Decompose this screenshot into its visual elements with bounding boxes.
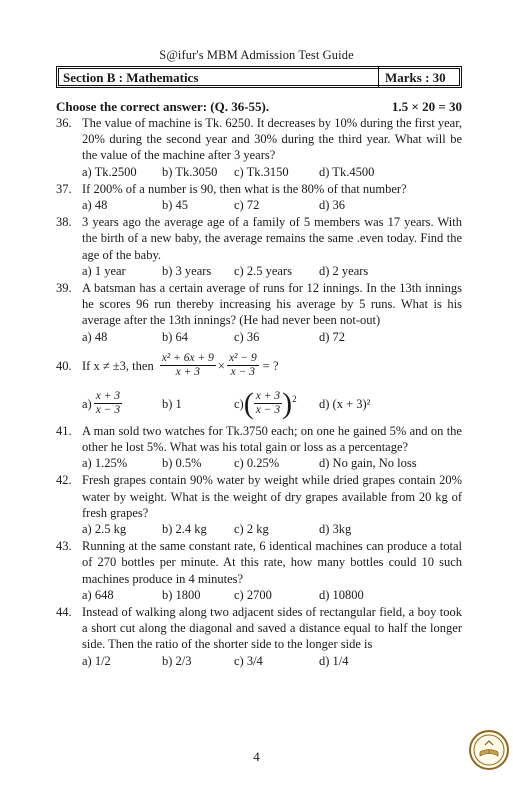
question-42 (56, 472, 462, 537)
left-paren: ( (243, 386, 254, 420)
option-a: a) Tk.2500 (82, 164, 137, 179)
question-41 (56, 423, 462, 472)
option-d: d) 3kg (319, 522, 352, 537)
right-paren: ) (282, 386, 293, 420)
question-text: Instead of walking along two adjacent sides of rectangular field, a boy took a short cut along the diagonal and saved a distance equal to half the longer side. Then the ratio of the shorter side to the longer side is (82, 605, 462, 652)
option-d: d) No gain, No loss (319, 456, 417, 471)
question-text: The value of machine is Tk. 6250. It decreases by 10% during the first year, 20% during the second year and 30% during the third year. What will be the value of the machine after 3 years? (82, 116, 462, 163)
question-number: 36. (56, 116, 72, 130)
question-text: If 200% of a number is 90, then what is the 80% of that number? (82, 181, 407, 196)
fraction-1 (160, 352, 216, 379)
question-43 (56, 538, 462, 603)
options-row (82, 386, 462, 422)
option-c: c) 36 (234, 329, 260, 344)
option-d: d) 1/4 (319, 653, 349, 668)
question-number: 38. (56, 215, 72, 230)
page-number: 4 (253, 749, 260, 764)
option-c: c) 2 kg (234, 522, 269, 537)
option-c: c) 3/4 (234, 653, 263, 668)
section-marks: Marks : 30 (378, 67, 461, 87)
option-c: c) 2700 (234, 587, 272, 602)
option-label: c) (234, 396, 244, 411)
question-37 (56, 181, 462, 213)
running-header: S@ifur's MBM Admission Test Guide (159, 48, 354, 62)
math-expression (82, 346, 462, 386)
option-c (234, 386, 319, 420)
option-d: d) 72 (319, 329, 346, 344)
option-c: c) 2.5 years (234, 263, 292, 278)
options-row (82, 455, 462, 471)
fraction-numerator: x + 3 (255, 390, 281, 403)
options-row (82, 197, 462, 213)
option-a-fraction (94, 390, 122, 417)
options-row (82, 329, 462, 345)
option-b: b) Tk.3050 (162, 164, 218, 179)
option-a: a) 1 year (82, 263, 126, 278)
fraction-denominator: x − 3 (95, 404, 121, 417)
question-36 (56, 115, 462, 180)
scoring-text: 1.5 × 20 = 30 (391, 99, 462, 114)
option-b: b) 0.5% (162, 456, 202, 471)
option-label: a) (82, 396, 92, 411)
instruction-text: Choose the correct answer: (Q. 36-55). (56, 99, 270, 114)
fraction-numerator: x² + 6x + 9 (161, 352, 214, 365)
section-title: Section B : Mathematics (63, 70, 199, 85)
question-number: 40. (56, 358, 72, 373)
options-row (82, 587, 462, 603)
question-list (56, 115, 462, 670)
question-text: Running at the same constant rate, 6 identical machines can produce a total of 270 bottles per minute. At this rate, how many bottles could 10 such machines produce in 4 minutes? (82, 539, 462, 586)
options-row (82, 521, 462, 537)
question-text-prefix: If x ≠ ±3, then (82, 358, 154, 373)
option-d: d) 10800 (319, 587, 364, 602)
question-number: 41. (56, 423, 72, 438)
options-row (82, 653, 462, 669)
option-b: b) 3 years (162, 263, 212, 278)
fraction-numerator: x² − 9 (228, 352, 257, 365)
option-b: b) 1 (162, 396, 182, 411)
option-b: b) 2/3 (162, 653, 192, 668)
option-b: b) 2.4 kg (162, 522, 207, 537)
option-a: a) 1/2 (82, 653, 111, 668)
option-c: c) Tk.3150 (234, 164, 289, 179)
option-a: a) 1.25% (82, 456, 128, 471)
question-44 (56, 604, 462, 669)
section-header-box (56, 66, 462, 88)
options-row (82, 263, 462, 279)
option-b: b) 1800 (162, 587, 201, 602)
question-text: Fresh grapes contain 90% water by weight while dried grapes contain 20% water by weight. What is the weight of dry grapes available from 20 kg of fresh grapes? (82, 473, 462, 520)
option-d: d) (x + 3)² (319, 396, 371, 411)
option-a: a) 2.5 kg (82, 522, 127, 537)
option-b: b) 64 (162, 329, 189, 344)
question-40 (56, 346, 462, 422)
option-c-fraction (254, 390, 282, 417)
fraction-2 (227, 352, 259, 379)
option-d: d) 36 (319, 198, 346, 213)
question-number: 43. (56, 539, 72, 554)
question-text: A batsman has a certain average of runs for 12 innings. In the 13th innings he scores 96 run thereby increasing his average by 5 runs. What is his average after the 13th innings? (He had never been not-out) (82, 281, 462, 328)
fraction-numerator: x + 3 (95, 390, 121, 403)
publisher-logo (469, 730, 509, 770)
question-number: 44. (56, 605, 72, 620)
option-b: b) 45 (162, 198, 189, 213)
equals-question: = ? (262, 358, 279, 373)
question-number: 39. (56, 281, 72, 296)
question-text: A man sold two watches for Tk.3750 each; on one he gained 5% and on the other he lost 5%. What was his total gain or loss as a percentage? (82, 423, 462, 455)
option-d: d) Tk.4500 (319, 164, 375, 179)
fraction-denominator: x − 3 (230, 366, 256, 379)
fraction-denominator: x + 3 (175, 366, 200, 379)
option-a: a) 648 (82, 587, 114, 602)
fraction-denominator: x − 3 (255, 404, 281, 417)
question-39 (56, 280, 462, 345)
option-d: d) 2 years (319, 263, 369, 278)
book-emblem-icon (471, 732, 507, 768)
question-text: 3 years ago the average age of a family of 5 members was 17 years. With the birth of a new baby, the average remains the same .even today. Find the age of the baby. (82, 215, 462, 262)
option-a (82, 390, 162, 417)
option-a: a) 48 (82, 329, 108, 344)
option-a: a) 48 (82, 198, 108, 213)
times-sign: × (217, 358, 225, 373)
option-c: c) 72 (234, 198, 260, 213)
option-c: c) 0.25% (234, 456, 280, 471)
options-row (82, 164, 462, 180)
exponent: 2 (292, 393, 297, 404)
question-number: 37. (56, 181, 72, 196)
question-number: 42. (56, 473, 72, 488)
instruction-row (56, 99, 462, 115)
question-38 (56, 214, 462, 279)
